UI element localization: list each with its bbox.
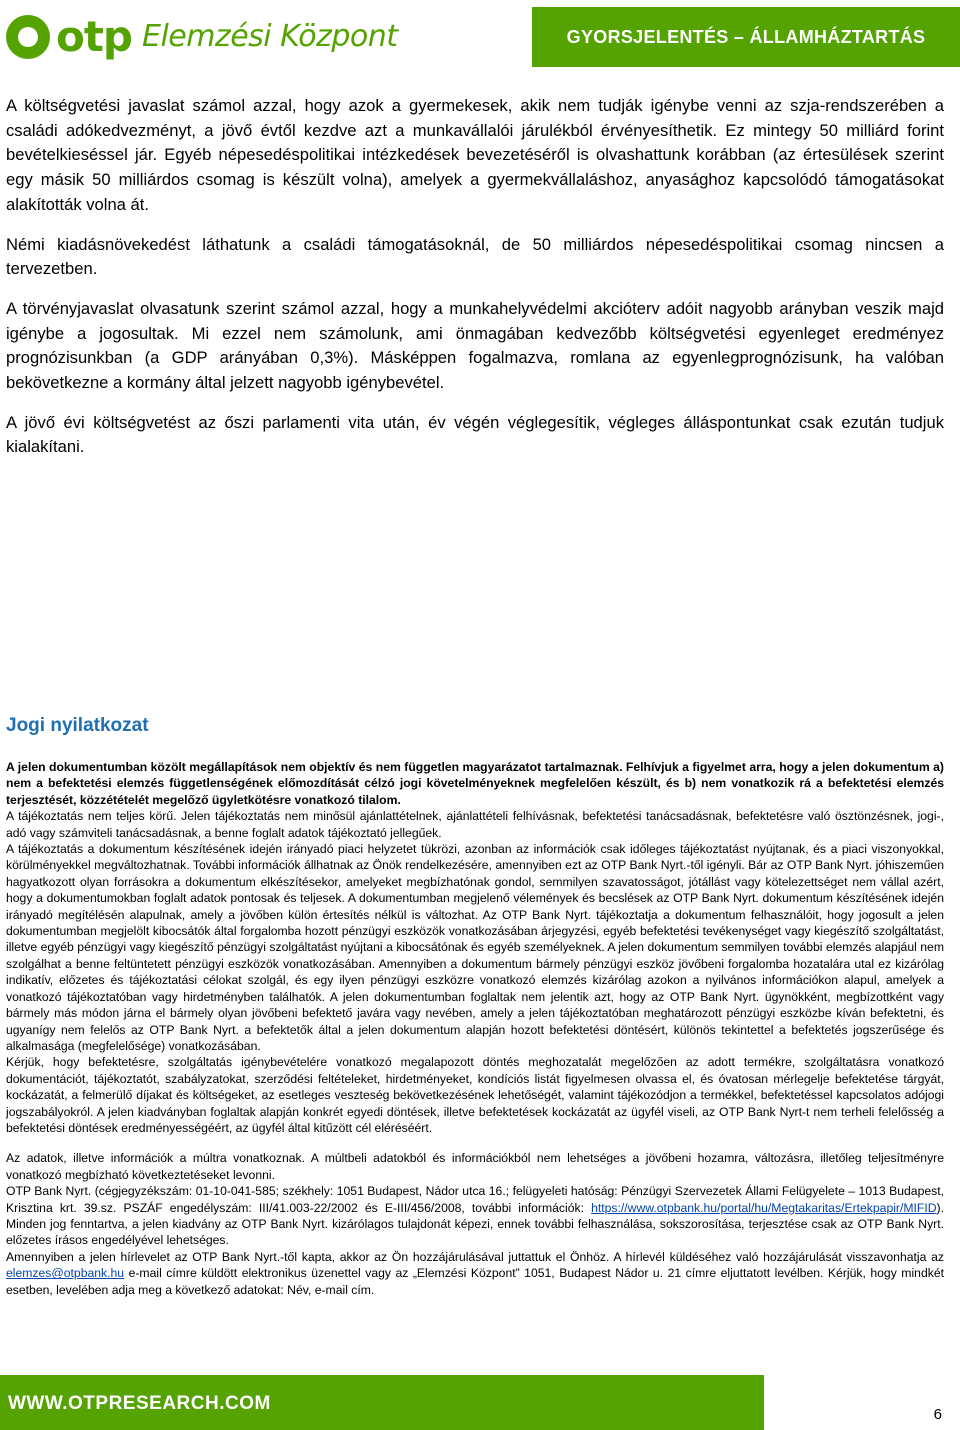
page-number: 6 [933, 1406, 942, 1423]
legal-paragraph [6, 1249, 944, 1298]
paragraph: A törvényjavaslat olvasatunk szerint számol azzal, hogy a munkahelyvédelmi akcióterv adóit nagyobb arányban veszik majd igénybe a jogosultak. Mi ezzel nem számolunk, ami önmagában kedvezőbb költségvetési egyenleget eredményez prognózisunkban (a GDP arányában 0,3%). Másképpen fogalmazva, romlana az egyenlegprognózisunk, ha valóban bekövetkezne a kormány által jelzett nagyobb igénybevétel. [6, 298, 944, 393]
page-header [0, 0, 960, 76]
legal-text: Amennyiben a jelen hírlevelet az OTP Bank Nyrt.-től kapta, akkor az Ön hozzájárulásával juttattuk el Önhöz. A hírlevél küldéséhez való hozzájárulását visszavonhatja az [6, 1249, 944, 1264]
email-link[interactable]: elemzes@otpbank.hu [6, 1266, 125, 1281]
legal-paragraph: Kérjük, hogy befektetésre, szolgáltatás igénybevételére vonatkozó megalapozott döntés meghozatalát megelőzően az adott termékre, szolgáltatásra vonatkozó dokumentációt, tájékoztatót, szabályzatokat, szerződési feltételeket, hirdetményeket, kondíciós listát figyelmesen olvassa el, és óvatosan mérlegelje befektetése tárgyát, kockázatát, a felmerülő díjakat és költségeket, az esetleges veszteség bekövetkezésének lehetőségét, valamint tájékozódjon a termékkel, befektetéssel kapcsolatos adójogi jogszabályokról. A jelen kiadványban foglaltak alapján konkrét egyedi döntések, illetve befektetések kockázatát az ügyfél viseli, az OTP Bank Nyrt-t nem terheli felelősség a befektetési döntések eredményességéért, az ügyfél által kitűzött cél eléréséért. [6, 1055, 944, 1135]
legal-paragraph: A tájékoztatás a dokumentum készítésének idején irányadó piaci helyzetet tükrözi, azonban az információk csak időleges tájékoztatást nyújtanak, és a piaci viszonyokkal, körülményekkel megváltozhatnak. További információk állhatnak az Önök rendelkezésére, amennyiben ezt az OTP Bank Nyrt.-től igényli. Bár az OTP Bank Nyrt. jóhiszeműen hagyatkozott olyan forrásokra a dokumentum elkészítésekor, amelyeket megbízhatónak gondol, semmilyen szavatosságot, jótállást vagy kötelezettséget nem vállal azért, hogy a dokumentumokban foglalt adatok pontosak és teljesek. A dokumentumban megjelenő vélemények és becslések az OTP Bank Nyrt. dokumentum készítésének idején irányadó megítélésén alapulnak, amely a jövőben külön értesítés nélkül is változhat. Az OTP Bank Nyrt. tájékoztatja a dokumentum felhasználóit, hogy jogosult a jelen dokumentumban megjelölt kibocsátók által forgalomba hozott pénzügyi eszközök vonatkozásában árjegyzési, egyéb befektetési tevékenységet vagy kiegészítő szolgáltatást, illetve egyéb pénzügyi vagy kiegészítő pénzügyi szolgáltatást nyújtani a kibocsátónak és egyéb személyeknek. A jelen dokumentum semmilyen további elemzés alapjául nem szolgálhat a benne feltüntetett pénzügyi eszközök vonatkozásában. Amennyiben a dokumentum bármely pénzügyi eszköz jövőbeni forgalomba hozatalára utal ez kizárólag indikatív, előzetes és tájékoztatási célokat szolgál, és egy ilyen pénzügyi eszközre vonatkozó elemzés kizárólag azokon a nyilvános információkon alapul, amelyek a vonatkozó tájékoztatóban vagy hirdetményben találhatók. A jelen dokumentumban foglaltak nem jelentik azt, hogy az OTP Bank Nyrt. ügynökként, megbízottként vagy bármely más módon járna el bármely olyan jövőbeni befektető javára vagy nevében, amely a jelen tájékoztatóban meghatározott pénzügyi eszközbe kíván befektetni, és ugyanígy nem felelős az OTP Bank Nyrt. a befektetők által a jelen dokumentum alapján hozott befektetési döntésért, különös tekintettel a befektetés jogszerűsége és alkalmasága (megfelelősége) vonatkozásában. [6, 842, 944, 1053]
legal-text: OTP Bank Nyrt. (cégjegyzékszám: 01-10-041-585; székhely: 1051 Budapest, Nádor utca 16.; felügyeleti hatóság: Pénzügyi Szervezetek Állami Felügyelete – 1013 Budapest, Krisztina krt. 39.sz. PSZÁF engedélyszám: III/41.003-22/2002 és E-III/456/2008, további információk: [6, 1184, 944, 1215]
mifid-link[interactable]: https://www.otpbank.hu/portal/hu/Megtakaritas/Ertekpapir/MIFID [591, 1200, 937, 1215]
legal-disclaimer [6, 759, 944, 1298]
logo-subtitle: Elemzési Központ [142, 19, 398, 54]
legal-text: ). Minden jog fenntartva, a jelen kiadvány az OTP Bank Nyrt. kizárólagos tulajdonát képezi, ennek további felhasználása, sokszorosítása, terjesztése csak az OTP Bank Nyrt. előzetes írásos engedélyével lehetséges. [6, 1200, 944, 1248]
report-type-banner [532, 7, 960, 67]
legal-paragraph: Az adatok, illetve információk a múltra vonatkoznak. A múltbeli adatokból és információkból nem lehetséges a jövőbeni hozamra, változásra, illetőleg teljesítményre vonatkozó megbízható következtetéseket levonni. [6, 1151, 944, 1182]
report-type-label: GYORSJELENTÉS – ÁLLAMHÁZTARTÁS [566, 26, 926, 47]
legal-section-title: Jogi nyilatkozat [6, 715, 149, 736]
legal-text: A jelen dokumentumban közölt megállapítások nem objektív és nem független magyarázatot tartalmaznak. Felhívjuk a figyelmet arra, hogy a jelen dokumentum a) nem a befektetési elemzés függetlenségének előmozdítását célzó jogi követelményeknek megfelelően készült, és b) nem vonatkozik rá a befektetési elemzés terjesztését, közzétételét megelőző ügyletkötésre vonatkozó tilalom. [6, 760, 944, 807]
legal-paragraph [6, 1183, 944, 1249]
legal-paragraph-bold [6, 759, 944, 808]
legal-paragraph: A tájékoztatás nem teljes körű. Jelen tájékoztatás nem minősül ajánlattételnek, ajánlattételi felhívásnak, befektetési tanácsadásnak, befektetésre való ösztönzésnek, jogi-, adó vagy számviteli tanácsadásnak, a benne foglalt adatok tájékoztató jellegűek. [6, 809, 944, 840]
paragraph: A költségvetési javaslat számol azzal, hogy azok a gyermekesek, akik nem tudják igénybe venni az szja-rendszerében a családi adókedvezményt, a jövő évtől kezdve azt a munkavállalói járulékból érvényesíthetik. Ez mintegy 50 milliárd forint bevételkieséssel jár. Egyéb népesedéspolitikai intézkedések bevezetéséről is olvashattunk korábban (az értesülések szerint egy másik 50 milliárdos csomag is készült volna), amelyek a gyermekvállaláshoz, anyasághoz kapcsolódó támogatásokat alakították volna át. [6, 96, 944, 214]
paragraph: Némi kiadásnövekedést láthatunk a családi támogatásoknál, de 50 milliárdos népesedéspolitikai csomag nincsen a tervezetben. [6, 234, 944, 279]
otp-logo [6, 12, 398, 62]
footer-website-link[interactable]: WWW.OTPRESEARCH.COM [8, 1393, 271, 1414]
paragraph: A jövő évi költségvetést az őszi parlamenti vita után, év végén véglegesítik, végleges álláspontunkat csak ezután tudjuk kialakítani. [6, 412, 944, 457]
legal-text: e-mail címre küldött elektronikus üzenettel vagy az „Elemzési Központ” 1051, Budapest Nádor u. 21 címre eljuttatott levélben. Kérjük, hogy mindkét esetben, levelében adja meg a következő adatokat: Név, e-mail cím. [6, 1266, 944, 1297]
logo-otp-text: otp [56, 12, 132, 61]
otp-logo-mark-icon [6, 15, 50, 59]
main-content [6, 94, 944, 475]
